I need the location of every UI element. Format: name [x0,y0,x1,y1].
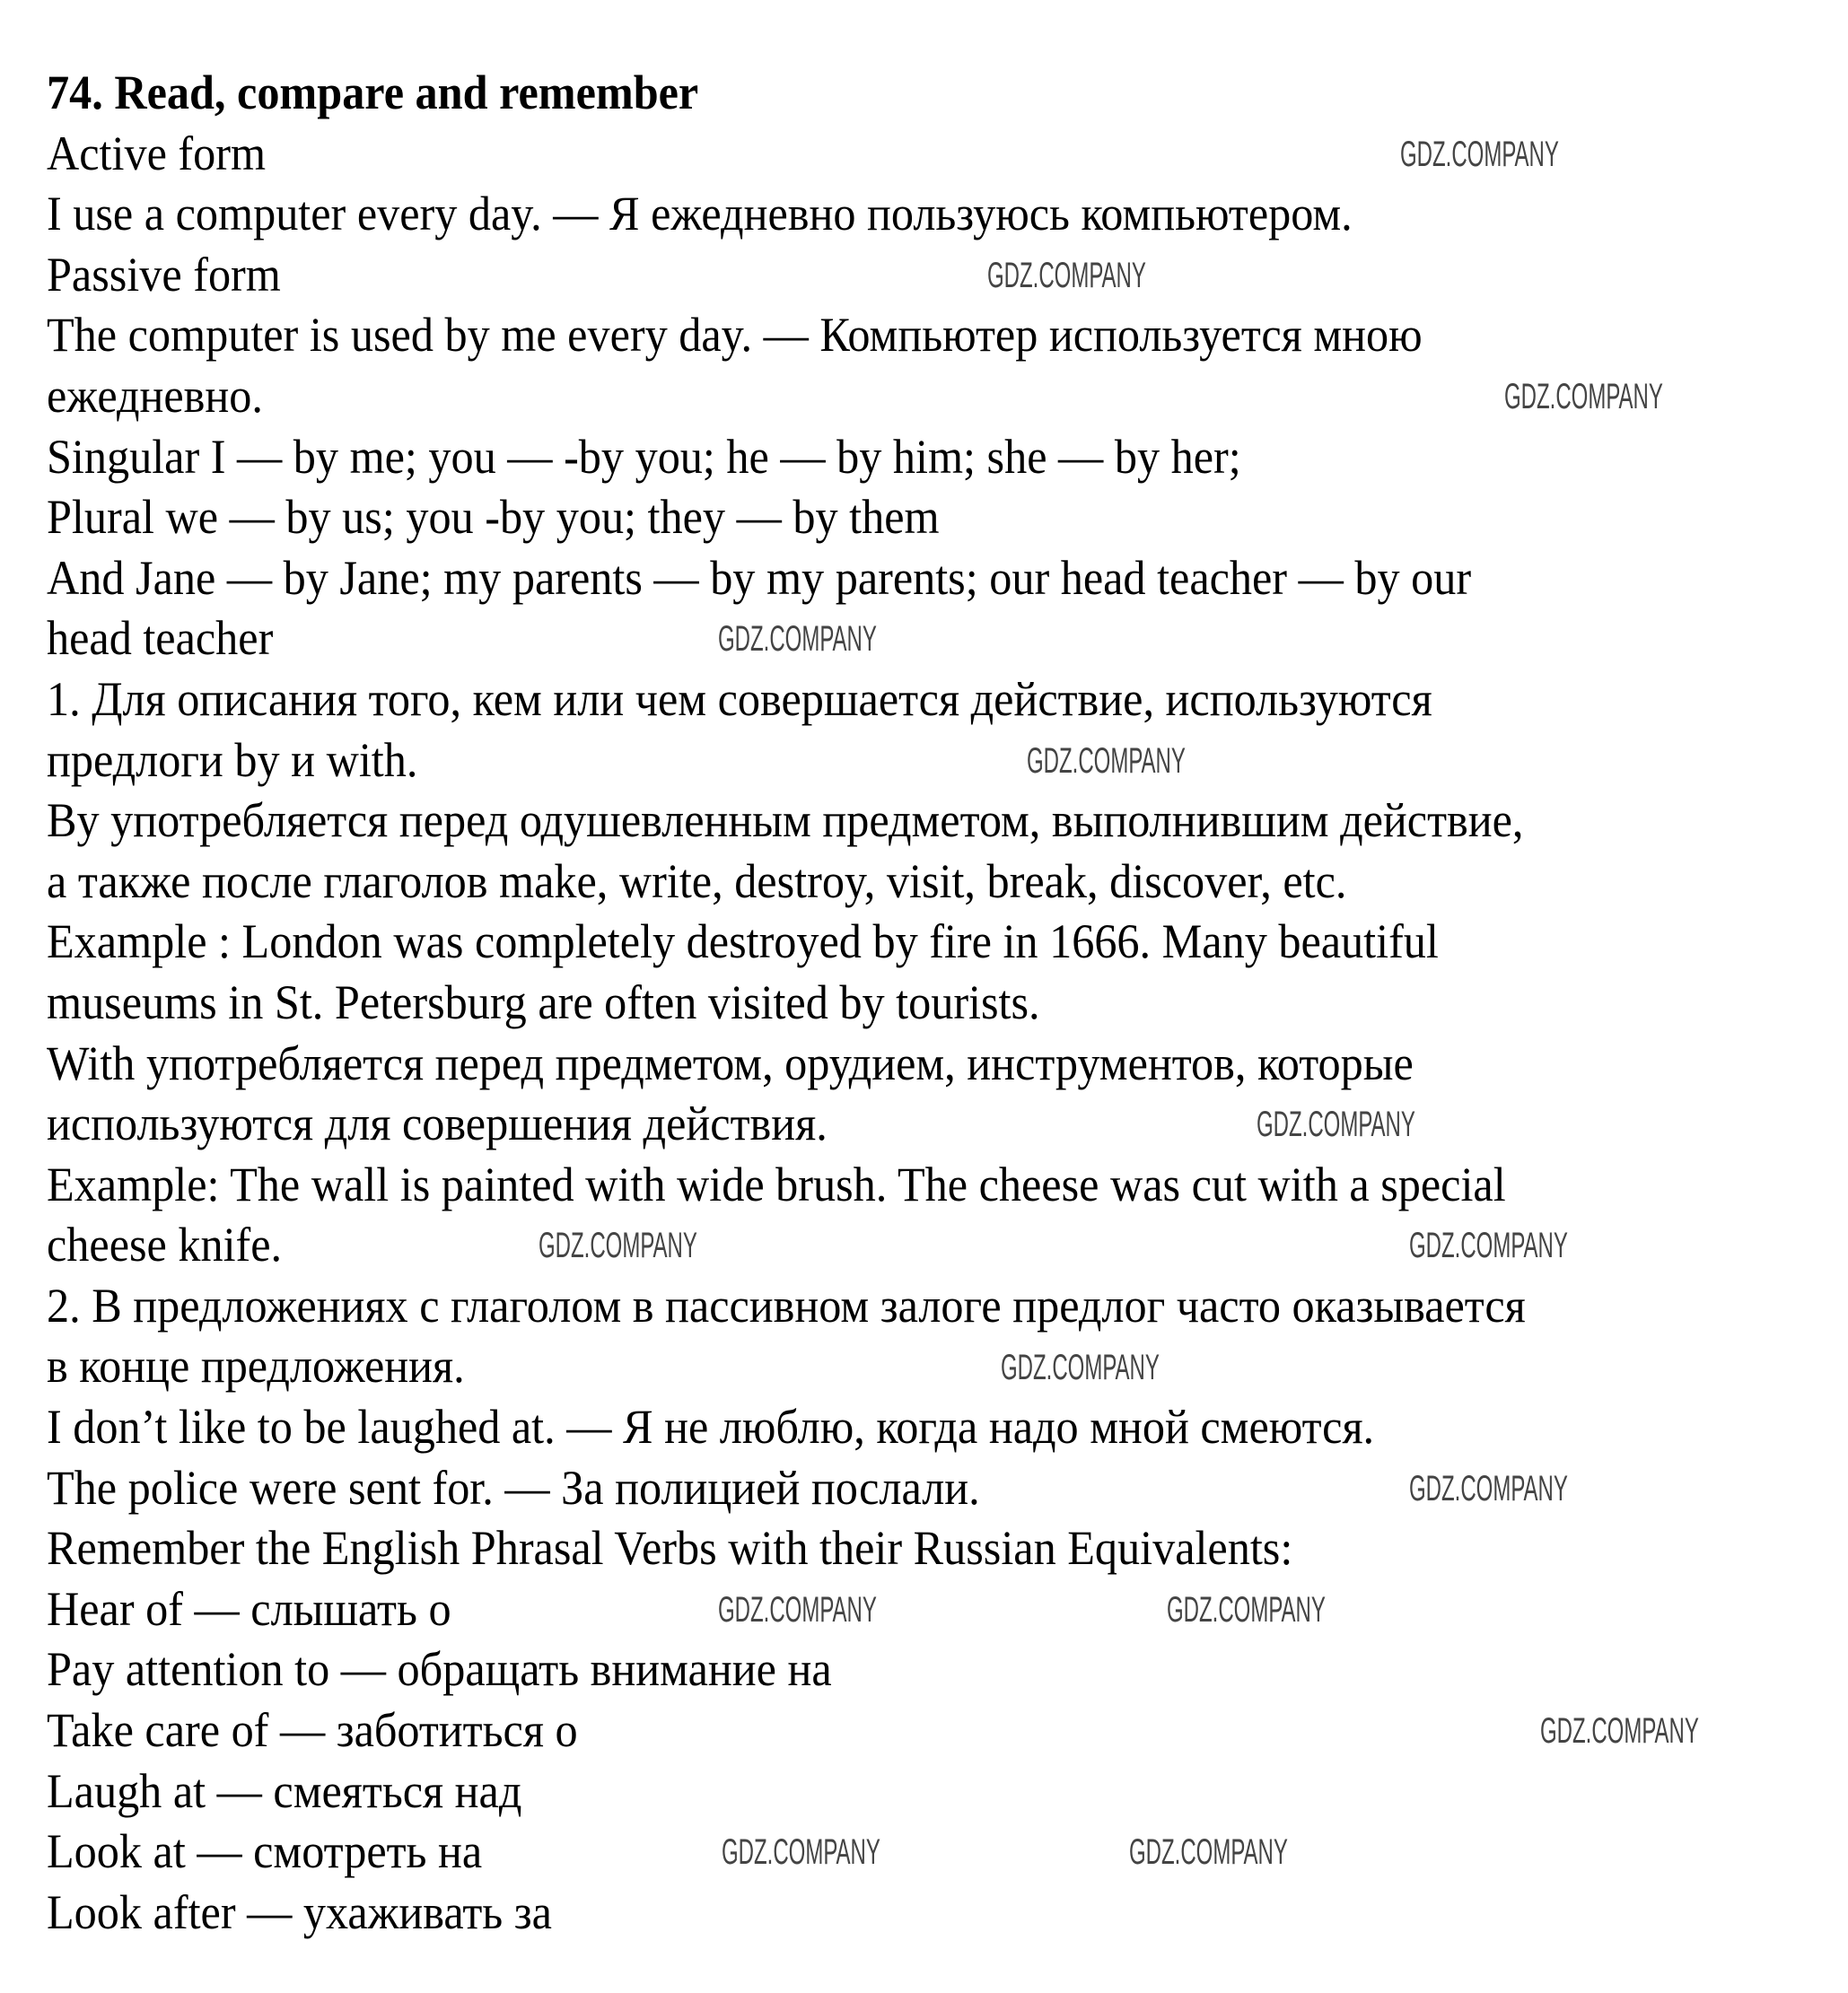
text-line: Remember the English Phrasal Verbs with their Russian Equivalents: [47,1521,1293,1576]
text-line: Passive form [47,247,281,302]
text-line: cheese knife. [47,1218,283,1272]
text-line: The police were sent for. — За полицией послали. [47,1460,980,1515]
watermark: GDZ.COMPANY [987,255,1146,295]
text-line: Laugh at — смеяться над [47,1763,522,1818]
text-line: With употребляется перед предметом, орудием, инструментов, которые [47,1036,1414,1090]
watermark: GDZ.COMPANY [1001,1347,1160,1387]
text-line: Plural we — by us; you -by you; they — by them [47,490,940,545]
text-line: используются для совершения действия. [47,1097,828,1151]
watermark: GDZ.COMPANY [1409,1226,1568,1266]
text-line: Take care of — заботиться о [47,1703,578,1758]
text-line: ежедневно. [47,368,263,423]
text-line: head teacher [47,611,274,666]
text-line: By употребляется перед одушевленным предметом, выполнившим действие, [47,793,1524,848]
watermark: GDZ.COMPANY [718,1590,877,1630]
text-line: Hear of — слышать о [47,1581,451,1636]
exercise-title: 74. Read, compare and remember [47,66,699,119]
text-line: Active form [47,126,267,180]
text-line: I don’t like to be laughed at. — Я не люблю, когда надо мной смеются. [47,1400,1375,1455]
watermark: GDZ.COMPANY [1504,377,1663,416]
text-line: The computer is used by me every day. — Компьютер используется мною [47,308,1423,363]
text-line: Look after — ухаживать за [47,1884,552,1939]
text-line: Example : London was completely destroyed by fire in 1666. Many beautiful [47,914,1439,969]
text-line: в конце предложения. [47,1339,465,1394]
watermark: GDZ.COMPANY [1400,134,1559,174]
watermark: GDZ.COMPANY [1167,1590,1326,1630]
watermark: GDZ.COMPANY [1540,1711,1699,1752]
text-line: I use a computer every day. — Я ежедневно пользуюсь компьютером. [47,187,1353,241]
text-line: Look at — смотреть на [47,1824,483,1879]
document-page [47,63,1830,1943]
watermark: GDZ.COMPANY [1027,740,1186,781]
text-line: Example: The wall is painted with wide brush. The cheese was cut with a special [47,1157,1506,1211]
text-line: museums in St. Petersburg are often visited by tourists. [47,975,1040,1029]
watermark: GDZ.COMPANY [722,1832,880,1873]
watermark: GDZ.COMPANY [539,1226,697,1266]
text-line: Singular I — by me; you — -by you; he — by him; she — by her; [47,429,1241,484]
text-line: 2. В предложениях с глаголом в пассивном залоге предлог часто оказывается [47,1278,1526,1333]
text-line: предлоги by и with. [47,732,418,787]
text-line: And Jane — by Jane; my parents — by my parents; our head teacher — by our [47,550,1472,605]
text-line: 1. Для описания того, кем или чем совершается действие, используются [47,671,1432,726]
watermark: GDZ.COMPANY [1129,1832,1288,1873]
watermark: GDZ.COMPANY [1257,1105,1415,1145]
text-line: Pay attention to — обращать внимание на [47,1642,832,1697]
text-line: а также после глаголов make, write, destroy, visit, break, discover, etc. [47,853,1347,908]
watermark: GDZ.COMPANY [718,619,877,660]
watermark: GDZ.COMPANY [1409,1468,1568,1508]
